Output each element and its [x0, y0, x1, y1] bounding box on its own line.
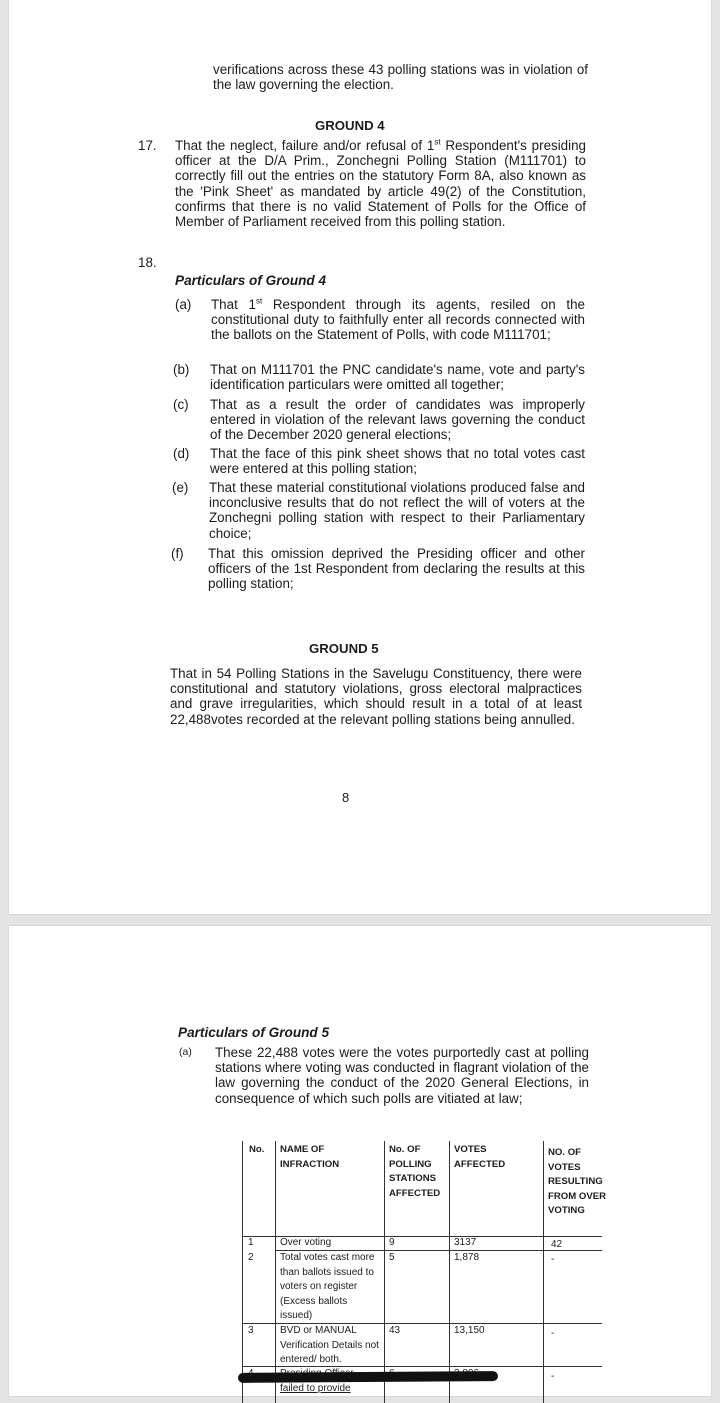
document-page-2: [9, 926, 711, 1396]
item-label: (a): [179, 1046, 192, 1058]
document-page-1: [9, 0, 711, 914]
table-row-2-stations: 5: [389, 1252, 395, 1263]
table-row-4-name: failed to provide: [280, 1382, 351, 1394]
page-number: 8: [342, 790, 350, 805]
table-row-3-overvoting: -: [551, 1328, 555, 1339]
infractions-table: [242, 1141, 607, 1403]
table-row-1-name: Over voting: [280, 1237, 332, 1248]
item-text: That 1st Respondent through its agents, resiled on the constitutional duty to faithfully enter all records connected with the ballots on the Statement of Polls, with code M111701;: [211, 296, 585, 343]
paragraph-18-number: 18.: [138, 255, 157, 270]
table-row-2-votes: 1,878: [454, 1252, 480, 1263]
table-row-1-stations: 9: [389, 1237, 395, 1248]
particulars-ground-4-heading: Particulars of Ground 4: [175, 273, 327, 288]
table-row-1-votes: 3137: [454, 1237, 477, 1248]
item-text: That the face of this pink sheet shows that no total votes cast were entered at this polling station;: [210, 446, 585, 477]
item-text: That these material constitutional violations produced false and inconclusive results that do not reflect the will of voters at the Zonchegni polling station with respect to their Parliamentary choice;: [209, 480, 585, 541]
table-row-2-no: 2: [248, 1252, 254, 1263]
paragraph-17-text: That the neglect, failure and/or refusal of 1st Respondent's presiding officer at the D/A Prim., Zonchegni Polling Station (M111701) to correctly fill out the entries on the statutory Form 8A, also known as the 'Pink Sheet' as mandated by article 49(2) of the Constitution, confirms that there is no valid Statement of Polls for the Office of Member of Parliament received from this polling station.: [175, 137, 586, 230]
item-text: That on M111701 the PNC candidate's name, vote and party's identification particulars were omitted all together;: [210, 362, 585, 393]
column-header-stations: No. OF POLLING STATIONS AFFECTED: [389, 1144, 441, 1199]
item-label: (c): [173, 397, 189, 412]
ground-4-heading: GROUND 4: [315, 118, 385, 133]
item-label: (f): [171, 546, 184, 561]
column-header-no: No.: [249, 1144, 265, 1155]
item-text: These 22,488 votes were the votes purportedly cast at polling stations where voting was conducted in flagrant violation of the law governing the conduct of the 2020 General Elections, in consequence of which such polls are vitiated at law;: [215, 1045, 589, 1106]
item-text: That this omission deprived the Presiding officer and other officers of the 1st Respondent from declaring the results at this polling station;: [208, 546, 585, 592]
redaction-bar: [238, 1371, 498, 1383]
item-label: (d): [173, 446, 190, 461]
item-label: (a): [175, 297, 192, 312]
table-row-4-overvoting: -: [551, 1371, 555, 1382]
item-label: (b): [173, 362, 190, 377]
table-row-3-votes: 13,150: [454, 1325, 485, 1336]
table-row-3-stations: 43: [389, 1325, 401, 1336]
column-header-votes: VOTES AFFECTED: [454, 1144, 506, 1170]
continuation-paragraph: verifications across these 43 polling stations was in violation of the law governing the election.: [213, 62, 588, 93]
paragraph-17-number: 17.: [138, 138, 157, 153]
table-row-2-overvoting: -: [551, 1254, 555, 1265]
table-row-2-name: Total votes cast more than ballots issued to voters on register (Excess ballots issued): [280, 1252, 375, 1321]
table-row-1-no: 1: [248, 1237, 254, 1248]
column-header-overvoting: NO. OF VOTES RESULTING FROM OVER VOTING: [548, 1147, 607, 1216]
ground-5-heading: GROUND 5: [309, 641, 379, 656]
table-row-3-no: 3: [248, 1325, 254, 1336]
table-row-1-overvoting: 42: [551, 1239, 563, 1250]
particulars-ground-5-heading: Particulars of Ground 5: [178, 1025, 330, 1040]
column-header-name: NAME OF INFRACTION: [280, 1144, 340, 1170]
item-text: That as a result the order of candidates was improperly entered in violation of the relevant laws governing the conduct of the December 2020 general elections;: [210, 397, 585, 443]
table-row-3-name: BVD or MANUAL Verification Details not entered/ both.: [280, 1325, 379, 1365]
ground-5-paragraph: That in 54 Polling Stations in the Savelugu Constituency, there were constitutional and statutory violations, gross electoral malpractices and grave irregularities, which should result in a total of at least 22,488votes recorded at the relevant polling stations being annulled.: [170, 666, 582, 727]
item-label: (e): [172, 480, 189, 495]
